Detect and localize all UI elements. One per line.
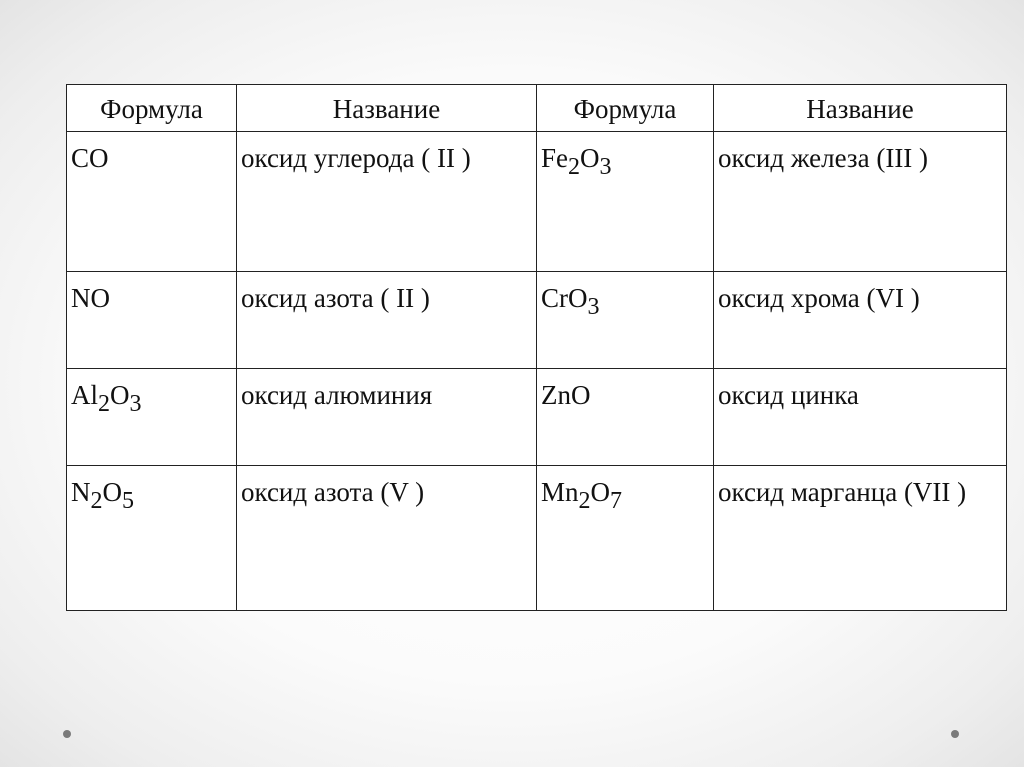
formula-element: O [102,477,122,507]
table-row [67,369,1007,466]
formula-cell [537,466,714,611]
formula-element: N [71,477,91,507]
formula-element: CrO [541,283,588,313]
formula-subscript: 3 [599,154,612,180]
name-cell: оксид азота ( II ) [237,272,537,369]
table-row [67,466,1007,611]
formula-element: ZnO [541,380,591,410]
formula-element: O [580,143,600,173]
formula-element: Al [71,380,98,410]
formula-element: NO [71,283,110,313]
name-cell: оксид углерода ( II ) [237,132,537,272]
table-row [67,272,1007,369]
formula-element: O [590,477,611,507]
formula-cell [537,132,714,272]
formula-subscript: 7 [610,488,623,514]
formula-cell [537,369,714,466]
formula-subscript: 3 [129,391,142,417]
formula-element: CO [71,143,109,173]
header-name-2: Название [714,85,1007,132]
name-cell: оксид азота (V ) [237,466,537,611]
formula-subscript: 2 [578,488,591,514]
bullet-dot-left [63,730,71,738]
name-cell: оксид марганца (VII ) [714,466,1007,611]
bullet-dot-right [951,730,959,738]
name-cell: оксид хрома (VI ) [714,272,1007,369]
formula-element: O [110,380,130,410]
header-name-1: Название [237,85,537,132]
formula-subscript: 2 [90,488,103,514]
table-row [67,132,1007,272]
formula-cell [537,272,714,369]
oxides-table [66,84,1007,611]
header-formula-2: Формула [537,85,714,132]
formula-element: Mn [541,477,579,507]
name-cell: оксид алюминия [237,369,537,466]
header-formula-1: Формула [67,85,237,132]
formula-cell [67,132,237,272]
name-cell: оксид железа (III ) [714,132,1007,272]
formula-cell [67,369,237,466]
formula-subscript: 3 [587,294,600,320]
formula-cell [67,466,237,611]
formula-subscript: 2 [98,391,110,417]
formula-cell [67,272,237,369]
table-header-row [67,85,1007,132]
formula-subscript: 2 [568,154,580,180]
formula-element: Fe [541,143,568,173]
name-cell: оксид цинка [714,369,1007,466]
formula-subscript: 5 [122,488,134,514]
